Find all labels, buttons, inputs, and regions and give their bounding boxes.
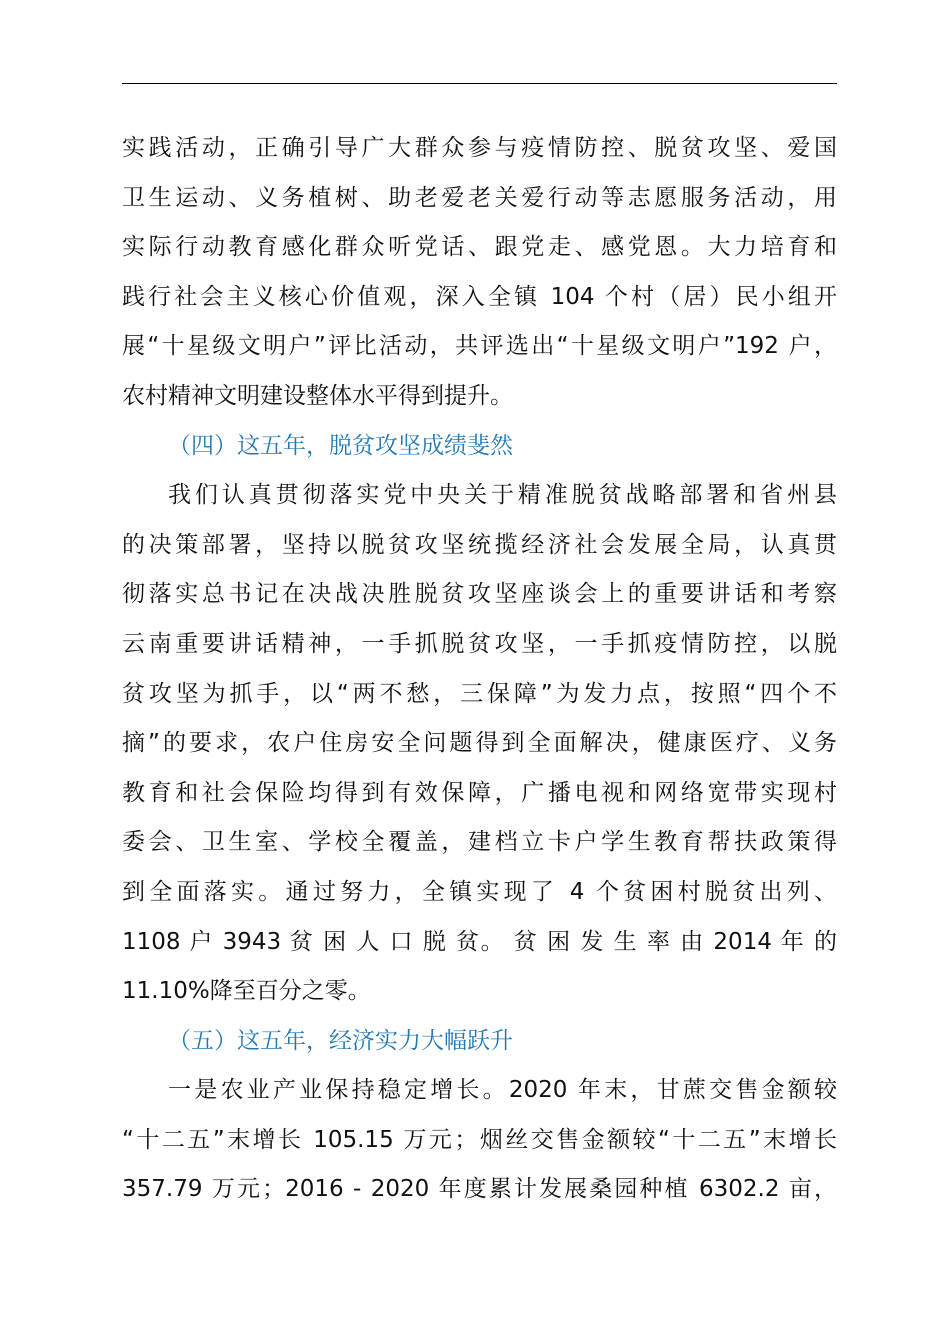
text-line: 实践活动，正确引导广大群众参与疫情防控、脱贫攻坚、爱国 xyxy=(122,135,837,161)
section-heading-4: （四）这五年，脱贫攻坚成绩斐然 xyxy=(168,432,513,459)
text-line: 的决策部署，坚持以脱贫攻坚统揽经济社会发展全局，认真贯 xyxy=(122,531,837,558)
text-line: 1108 户 3943 贫 困 人 口 脱 贫。 贫 困 发 生 率 由 2014 年 的 xyxy=(122,928,837,955)
text-line: “十二五”末增长 105.15 万元；烟丝交售金额较“十二五”末增长 xyxy=(122,1126,837,1153)
text-line: 11.10%降至百分之零。 xyxy=(122,978,371,1005)
text-line: 实际行动教育感化群众听党话、跟党走、感党恩。大力培育和 xyxy=(122,234,837,261)
section-heading-5: （五）这五年，经济实力大幅跃升 xyxy=(168,1027,513,1054)
paragraph-civilization xyxy=(122,124,837,422)
text-line: 到全面落实。通过努力，全镇实现了 4 个贫困村脱贫出列、 xyxy=(122,878,837,905)
header-rule xyxy=(122,83,837,84)
text-line: 卫生运动、义务植树、助老爱老关爱行动等志愿服务活动，用 xyxy=(122,184,837,211)
paragraph-economy xyxy=(122,1066,837,1215)
document-body xyxy=(122,124,837,1215)
text-line: 委会、卫生室、学校全覆盖，建档立卡户学生教育帮扶政策得 xyxy=(122,829,837,856)
text-line: 我们认真贯彻落实党中央关于精准脱贫战略部署和省州县 xyxy=(168,482,837,509)
text-line: 云南重要讲话精神，一手抓脱贫攻坚，一手抓疫情防控，以脱 xyxy=(122,630,837,657)
text-line: 贫攻坚为抓手，以“两不愁，三保障”为发力点，按照“四个不 xyxy=(122,680,837,707)
text-line: 农村精神文明建设整体水平得到提升。 xyxy=(122,382,513,409)
text-line: 彻落实总书记在决战决胜脱贫攻坚座谈会上的重要讲话和考察 xyxy=(122,581,837,608)
text-line: 践行社会主义核心价值观，深入全镇 104 个村（居）民小组开 xyxy=(122,283,837,310)
text-line: 教育和社会保险均得到有效保障，广播电视和网络宽带实现村 xyxy=(122,779,837,806)
text-line: 展“十星级文明户”评比活动，共评选出“十星级文明户”192 户， xyxy=(122,333,837,360)
text-line: 一是农业产业保持稳定增长。2020 年末，甘蔗交售金额较 xyxy=(168,1077,837,1104)
text-line: 357.79 万元；2016 - 2020 年度累计发展桑园种植 6302.2 亩， xyxy=(122,1176,837,1203)
text-line: 摘”的要求，农户住房安全问题得到全面解决，健康医疗、义务 xyxy=(122,730,837,757)
paragraph-poverty xyxy=(122,471,837,1017)
